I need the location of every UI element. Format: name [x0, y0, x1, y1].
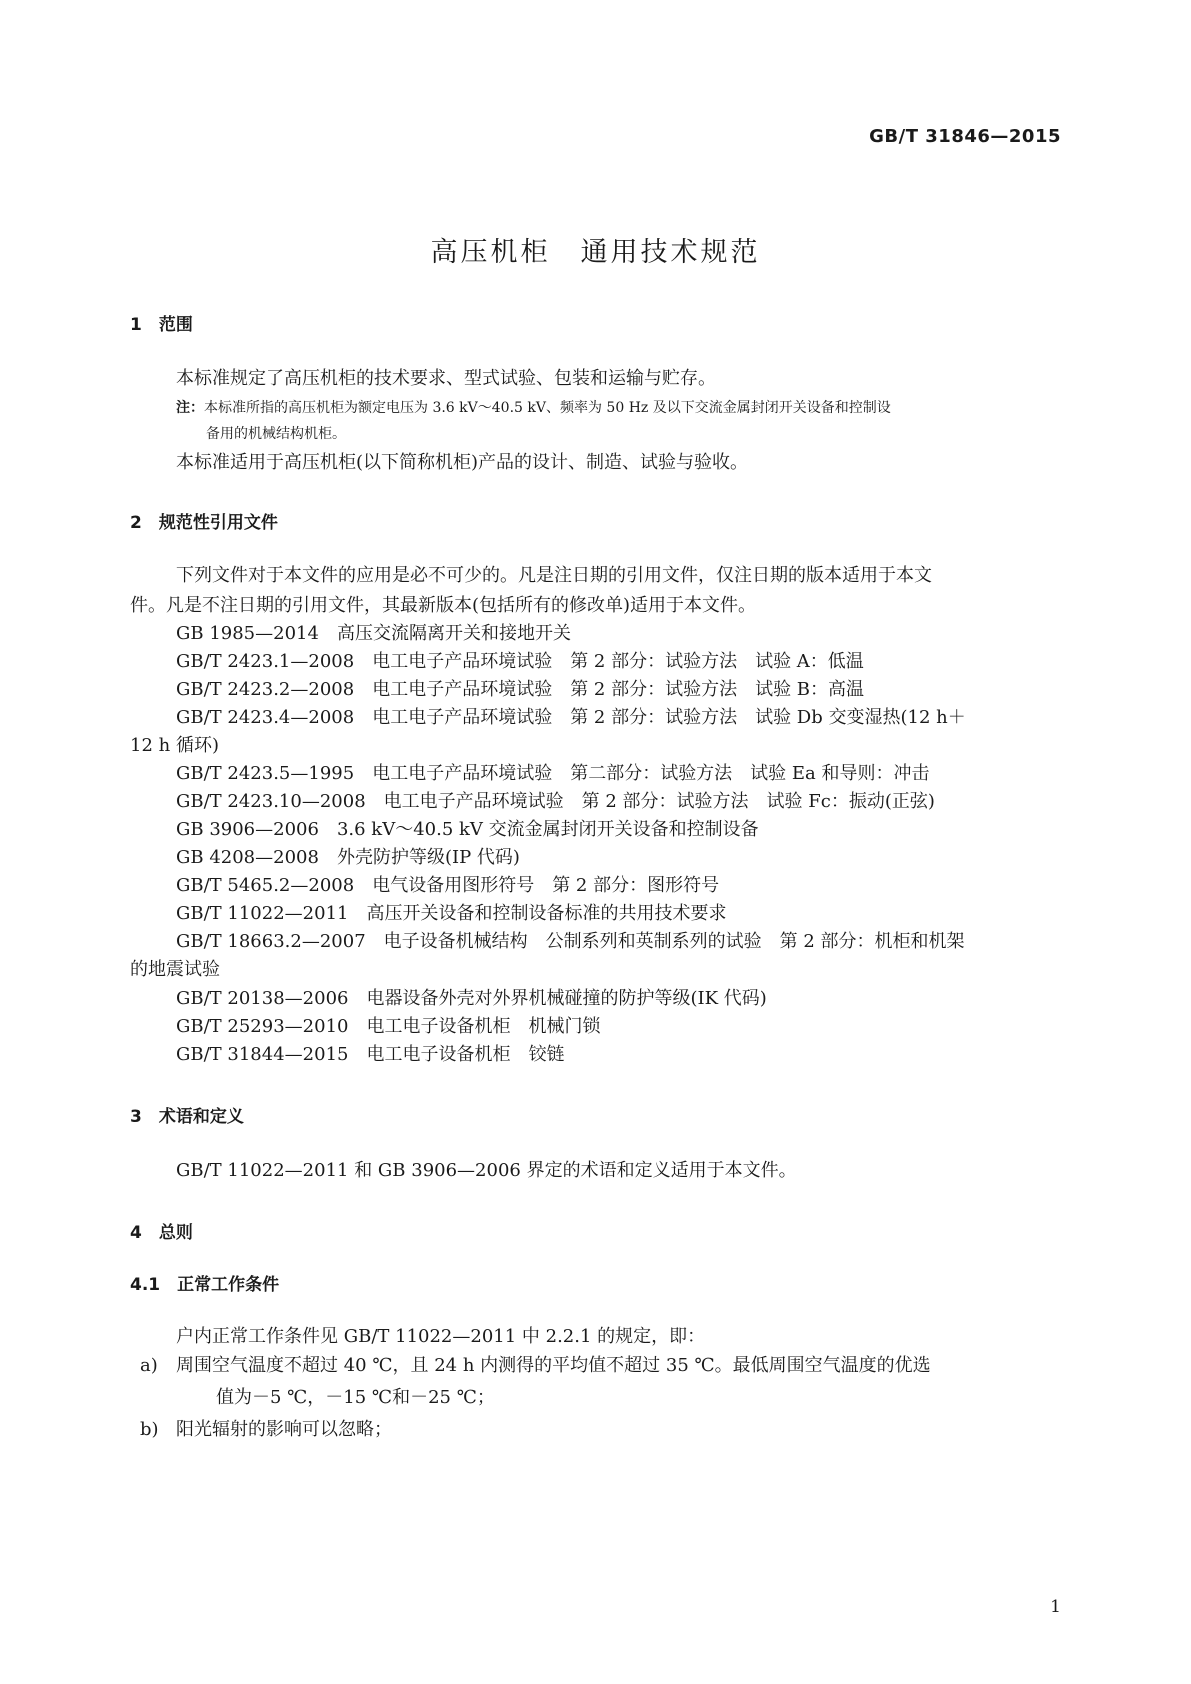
- reference-item: GB/T 2423.4—2008 电工电子产品环境试验 第 2 部分：试验方法 试验 Db 交变湿热(12 h＋: [176, 707, 966, 728]
- list-item: [130, 1414, 1061, 1446]
- paragraph: 本标准适用于高压机柜(以下简称机柜)产品的设计、制造、试验与验收。: [176, 452, 749, 473]
- reference-item: GB/T 2423.5—1995 电工电子产品环境试验 第二部分：试验方法 试验 Ea 和导则：冲击: [176, 763, 930, 784]
- reference-item: GB/T 5465.2—2008 电气设备用图形符号 第 2 部分：图形符号: [176, 875, 720, 896]
- list-item-text: 阳光辐射的影响可以忽略；: [176, 1419, 392, 1440]
- reference-item: GB/T 20138—2006 电器设备外壳对外界机械碰撞的防护等级(IK 代码): [176, 988, 767, 1009]
- list-marker: b): [140, 1419, 159, 1440]
- section-heading-4: 4 总则: [130, 1223, 193, 1243]
- page-number: 1: [1050, 1597, 1061, 1617]
- note: [176, 395, 1061, 447]
- list-marker: a): [140, 1355, 158, 1376]
- reference-item: GB/T 11022—2011 高压开关设备和控制设备标准的共用技术要求: [176, 903, 727, 924]
- note-text: 本标准所指的高压机柜为额定电压为 3.6 kV～40.5 kV、频率为 50 Hz 及以下交流金属封闭开关设备和控制设: [204, 400, 891, 416]
- standard-code: GB/T 31846—2015: [869, 126, 1061, 147]
- paragraph: GB/T 11022—2011 和 GB 3906—2006 界定的术语和定义适用于本文件。: [176, 1160, 797, 1181]
- reference-item: GB/T 18663.2—2007 电子设备机械结构 公制系列和英制系列的试验 第 2 部分：机柜和机架: [176, 931, 965, 952]
- document-title: 高压机柜 通用技术规范: [430, 237, 761, 268]
- reference-item-continued: 12 h 循环): [130, 735, 219, 756]
- reference-item: GB/T 31844—2015 电工电子设备机柜 铰链: [176, 1044, 565, 1065]
- reference-item-continued: 的地震试验: [130, 959, 220, 980]
- reference-item: GB/T 2423.2—2008 电工电子产品环境试验 第 2 部分：试验方法 试验 B：高温: [176, 679, 865, 700]
- reference-item: GB 4208—2008 外壳防护等级(IP 代码): [176, 847, 520, 868]
- list-item: [130, 1350, 1061, 1414]
- paragraph-continued: 件。凡是不注日期的引用文件，其最新版本(包括所有的修改单)适用于本文件。: [130, 595, 757, 616]
- section-heading-1: 1 范围: [130, 315, 193, 335]
- reference-item: GB/T 25293—2010 电工电子设备机柜 机械门锁: [176, 1016, 601, 1037]
- section-heading-4-1: 4.1 正常工作条件: [130, 1275, 280, 1295]
- reference-item: GB/T 2423.10—2008 电工电子产品环境试验 第 2 部分：试验方法 试验 Fc：振动(正弦): [176, 791, 935, 812]
- section-heading-3: 3 术语和定义: [130, 1107, 244, 1127]
- paragraph: 本标准规定了高压机柜的技术要求、型式试验、包装和运输与贮存。: [176, 368, 716, 389]
- section-heading-2: 2 规范性引用文件: [130, 513, 278, 533]
- paragraph: 户内正常工作条件见 GB/T 11022—2011 中 2.2.1 的规定，即：: [176, 1326, 706, 1347]
- note-label: 注：: [176, 400, 204, 416]
- paragraph: 下列文件对于本文件的应用是必不可少的。凡是注日期的引用文件，仅注日期的版本适用于本文: [176, 565, 932, 586]
- list-item-text: 周围空气温度不超过 40 ℃，且 24 h 内测得的平均值不超过 35 ℃。最低周围空气温度的优选: [176, 1355, 931, 1376]
- list-item-text-continued: 值为－5 ℃，－15 ℃和－25 ℃；: [216, 1387, 495, 1408]
- reference-item: GB/T 2423.1—2008 电工电子产品环境试验 第 2 部分：试验方法 试验 A：低温: [176, 651, 864, 672]
- reference-item: GB 3906—2006 3.6 kV～40.5 kV 交流金属封闭开关设备和控制设备: [176, 819, 759, 840]
- reference-item: GB 1985—2014 高压交流隔离开关和接地开关: [176, 623, 571, 644]
- note-text-continued: 备用的机械结构机柜。: [206, 426, 346, 442]
